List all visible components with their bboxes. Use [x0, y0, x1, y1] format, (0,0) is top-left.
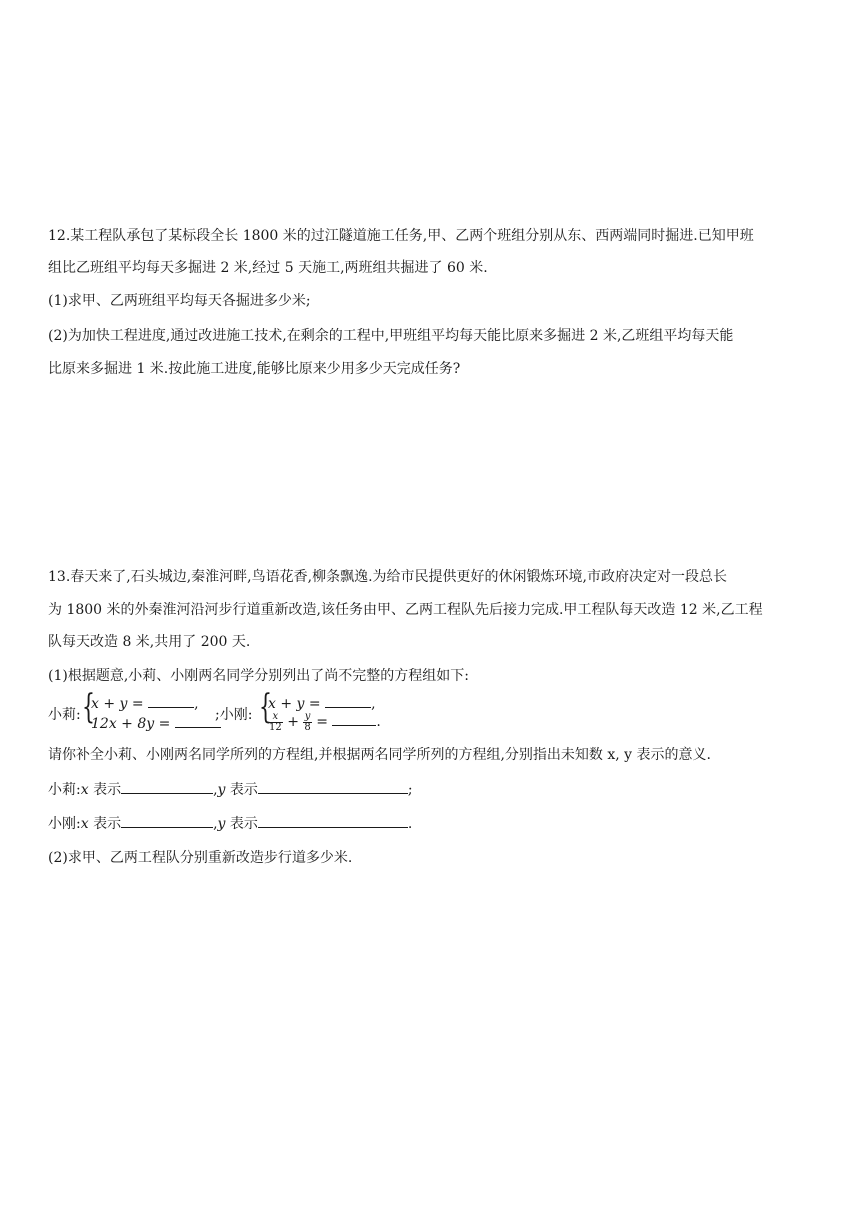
xiaoli-meaning-line: 小莉:x 表示 ,y 表示 ;	[48, 779, 413, 800]
q12-part-2-line-2: 比原来多掘进 1 米.按此施工进度,能够比原来少用多少天完成任务?	[48, 361, 461, 377]
xiaogang-meaning-line: 小刚:x 表示 ,y 表示 .	[48, 813, 412, 834]
xiaogang-blank-1[interactable]	[325, 693, 371, 708]
fraction-x-over-12: $\frac{x}{12}$	[269, 710, 282, 733]
q13-part-1: (1)根据题意,小莉、小刚两名同学分别列出了尚不完整的方程组如下:	[48, 668, 469, 684]
xiaoli-x-meaning-blank[interactable]	[121, 779, 213, 794]
fraction-y-over-8: $\frac{y}{8}$	[304, 710, 311, 733]
xiaoli-label: 小莉:	[48, 707, 81, 723]
q13-text-line-2: 为 1800 米的外秦淮河沿河步行道重新改造,该任务由甲、乙两工程队先后接力完成.甲工程队每天改造 12 米,乙工程	[48, 602, 763, 618]
q12-text-line-1: 12.某工程队承包了某标段全长 1800 米的过江隧道施工任务,甲、乙两个班组分别从东、西两端同时掘进.已知甲班	[48, 228, 754, 244]
xiaogang-blank-2[interactable]	[332, 711, 376, 726]
xiaoli-blank-2[interactable]	[175, 713, 221, 728]
q13-part-2: (2)求甲、乙两工程队分别重新改造步行道多少米.	[48, 850, 353, 866]
xiaoli-brace: {	[82, 687, 95, 727]
xiaogang-brace: {	[259, 687, 272, 727]
q12-part-1: (1)求甲、乙两班组平均每天各掘进多少米;	[48, 293, 311, 309]
q13-text-line-3: 队每天改造 8 米,共用了 200 天.	[48, 634, 251, 650]
xiaogang-equation-1: x + y = ,	[268, 693, 376, 713]
q13-instruction: 请你补全小莉、小刚两名同学所列的方程组,并根据两名同学所列的方程组,分别指出未知数 x, y 表示的意义.	[48, 747, 711, 763]
xiaogang-x-meaning-blank[interactable]	[121, 813, 213, 828]
xiaoli-blank-1[interactable]	[148, 693, 194, 708]
q12-text-line-2: 组比乙班组平均每天多掘进 2 米,经过 5 天施工,两班组共掘进了 60 米.	[48, 260, 488, 276]
xiaogang-y-meaning-blank[interactable]	[258, 813, 408, 828]
q13-text-line-1: 13.春天来了,石头城边,秦淮河畔,鸟语花香,柳条飘逸.为给市民提供更好的休闲锻炼环境,市政府决定对一段总长	[48, 569, 727, 585]
xiaoli-y-meaning-blank[interactable]	[258, 779, 408, 794]
xiaoli-equation-2: 12x + 8y =	[91, 713, 221, 733]
xiaogang-label: ;小刚:	[215, 707, 253, 723]
q12-part-2-line-1: (2)为加快工程进度,通过改进施工技术,在剩余的工程中,甲班组平均每天能比原来多掘进 2 米,乙班组平均每天能	[48, 328, 734, 344]
xiaoli-equation-1: x + y = ,	[91, 693, 199, 713]
xiaogang-equation-2: $\frac{x}{12}$ + $\frac{y}{8}$ = .	[269, 710, 381, 733]
